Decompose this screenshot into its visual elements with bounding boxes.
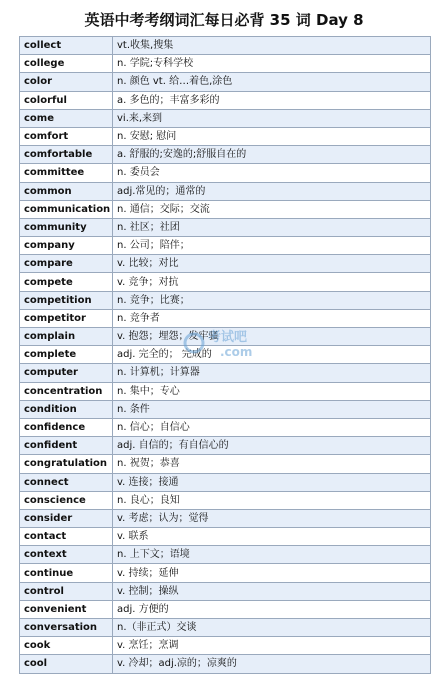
word-cell: convenient: [20, 600, 113, 618]
word-cell: collect: [20, 37, 113, 55]
definition-cell: v. 联系: [113, 528, 431, 546]
table-row: [20, 218, 431, 236]
word-cell: compete: [20, 273, 113, 291]
definition-cell: n. 颜色 vt. 给…着色,涂色: [113, 73, 431, 91]
definition-cell: n. 学院;专科学校: [113, 55, 431, 73]
definition-cell: n. 祝贺；恭喜: [113, 455, 431, 473]
table-row: [20, 418, 431, 436]
definition-cell: n. 公司；陪伴；: [113, 237, 431, 255]
definition-cell: v. 考虑；认为；觉得: [113, 509, 431, 527]
table-row: [20, 564, 431, 582]
definition-cell: n. 集中；专心: [113, 382, 431, 400]
definition-cell: n. 竞争者: [113, 309, 431, 327]
page-title: 英语中考考纲词汇每日必背 35 词 Day 8: [84, 11, 364, 29]
word-cell: condition: [20, 400, 113, 418]
watermark-text: 考试吧: [208, 330, 248, 345]
table-row: [20, 91, 431, 109]
table-row: [20, 164, 431, 182]
table-row: [20, 619, 431, 637]
definition-cell: vt.收集,搜集: [113, 37, 431, 55]
table-row: [20, 328, 431, 346]
table-row: [20, 55, 431, 73]
definition-cell: n. 信心；自信心: [113, 418, 431, 436]
table-row: [20, 509, 431, 527]
table-row: [20, 473, 431, 491]
word-cell: computer: [20, 364, 113, 382]
word-cell: colorful: [20, 91, 113, 109]
word-cell: comfortable: [20, 146, 113, 164]
table-row: [20, 600, 431, 618]
table-row: [20, 528, 431, 546]
definition-cell: n.（非正式）交谈: [113, 619, 431, 637]
table-row: [20, 346, 431, 364]
word-cell: compare: [20, 255, 113, 273]
word-cell: committee: [20, 164, 113, 182]
watermark-domain: .com: [220, 345, 253, 359]
word-cell: context: [20, 546, 113, 564]
table-row: [20, 455, 431, 473]
word-cell: come: [20, 109, 113, 127]
definition-cell: v. 连接；接通: [113, 473, 431, 491]
table-row: [20, 582, 431, 600]
definition-cell: v. 比较；对比: [113, 255, 431, 273]
definition-cell: vi.来,来到: [113, 109, 431, 127]
table-row: [20, 37, 431, 55]
vocabulary-table: [19, 36, 431, 674]
word-cell: consider: [20, 509, 113, 527]
word-cell: color: [20, 73, 113, 91]
word-cell: competition: [20, 291, 113, 309]
definition-cell: n. 良心；良知: [113, 491, 431, 509]
table-row: [20, 109, 431, 127]
word-cell: communication: [20, 200, 113, 218]
word-cell: company: [20, 237, 113, 255]
word-cell: concentration: [20, 382, 113, 400]
word-cell: competitor: [20, 309, 113, 327]
table-row: [20, 146, 431, 164]
word-cell: comfort: [20, 127, 113, 145]
table-row: [20, 182, 431, 200]
table-row: [20, 546, 431, 564]
definition-cell: n. 安慰; 慰问: [113, 127, 431, 145]
word-cell: confidence: [20, 418, 113, 436]
table-row: [20, 309, 431, 327]
definition-cell: a. 多色的；丰富多彩的: [113, 91, 431, 109]
word-cell: conscience: [20, 491, 113, 509]
table-row: [20, 655, 431, 673]
word-cell: cook: [20, 637, 113, 655]
word-cell: cool: [20, 655, 113, 673]
word-cell: complete: [20, 346, 113, 364]
word-cell: conversation: [20, 619, 113, 637]
table-row: [20, 273, 431, 291]
definition-cell: adj. 完全的； 完成的: [113, 346, 431, 364]
table-row: [20, 637, 431, 655]
table-row: [20, 491, 431, 509]
word-cell: contact: [20, 528, 113, 546]
table-row: [20, 364, 431, 382]
definition-cell: n. 计算机；计算器: [113, 364, 431, 382]
definition-cell: v. 持续；延伸: [113, 564, 431, 582]
definition-cell: adj. 自信的；有自信心的: [113, 437, 431, 455]
vocabulary-table-body: [20, 37, 431, 674]
word-cell: confident: [20, 437, 113, 455]
definition-cell: n. 社区；社团: [113, 218, 431, 236]
definition-cell: n. 委员会: [113, 164, 431, 182]
definition-cell: v. 竞争；对抗: [113, 273, 431, 291]
word-cell: congratulation: [20, 455, 113, 473]
definition-cell: v. 烹饪；烹调: [113, 637, 431, 655]
definition-cell: adj. 方便的: [113, 600, 431, 618]
word-cell: control: [20, 582, 113, 600]
table-row: [20, 255, 431, 273]
table-row: [20, 127, 431, 145]
definition-cell: v. 控制；操纵: [113, 582, 431, 600]
definition-cell: n. 上下文；语境: [113, 546, 431, 564]
definition-cell: n. 竞争；比赛；: [113, 291, 431, 309]
definition-cell: adj.常见的；通常的: [113, 182, 431, 200]
table-row: [20, 400, 431, 418]
word-cell: community: [20, 218, 113, 236]
word-cell: continue: [20, 564, 113, 582]
table-row: [20, 200, 431, 218]
word-cell: college: [20, 55, 113, 73]
definition-cell: v. 冷却；adj.凉的；凉爽的: [113, 655, 431, 673]
word-cell: common: [20, 182, 113, 200]
table-row: [20, 237, 431, 255]
table-row: [20, 73, 431, 91]
table-row: [20, 291, 431, 309]
definition-cell: n. 条件: [113, 400, 431, 418]
definition-cell: n. 通信；交际；交流: [113, 200, 431, 218]
table-row: [20, 382, 431, 400]
word-cell: complain: [20, 328, 113, 346]
word-cell: connect: [20, 473, 113, 491]
definition-cell: a. 舒服的;安逸的;舒服自在的: [113, 146, 431, 164]
definition-cell: v. 抱怨；埋怨；发牢骚: [113, 328, 431, 346]
table-row: [20, 437, 431, 455]
